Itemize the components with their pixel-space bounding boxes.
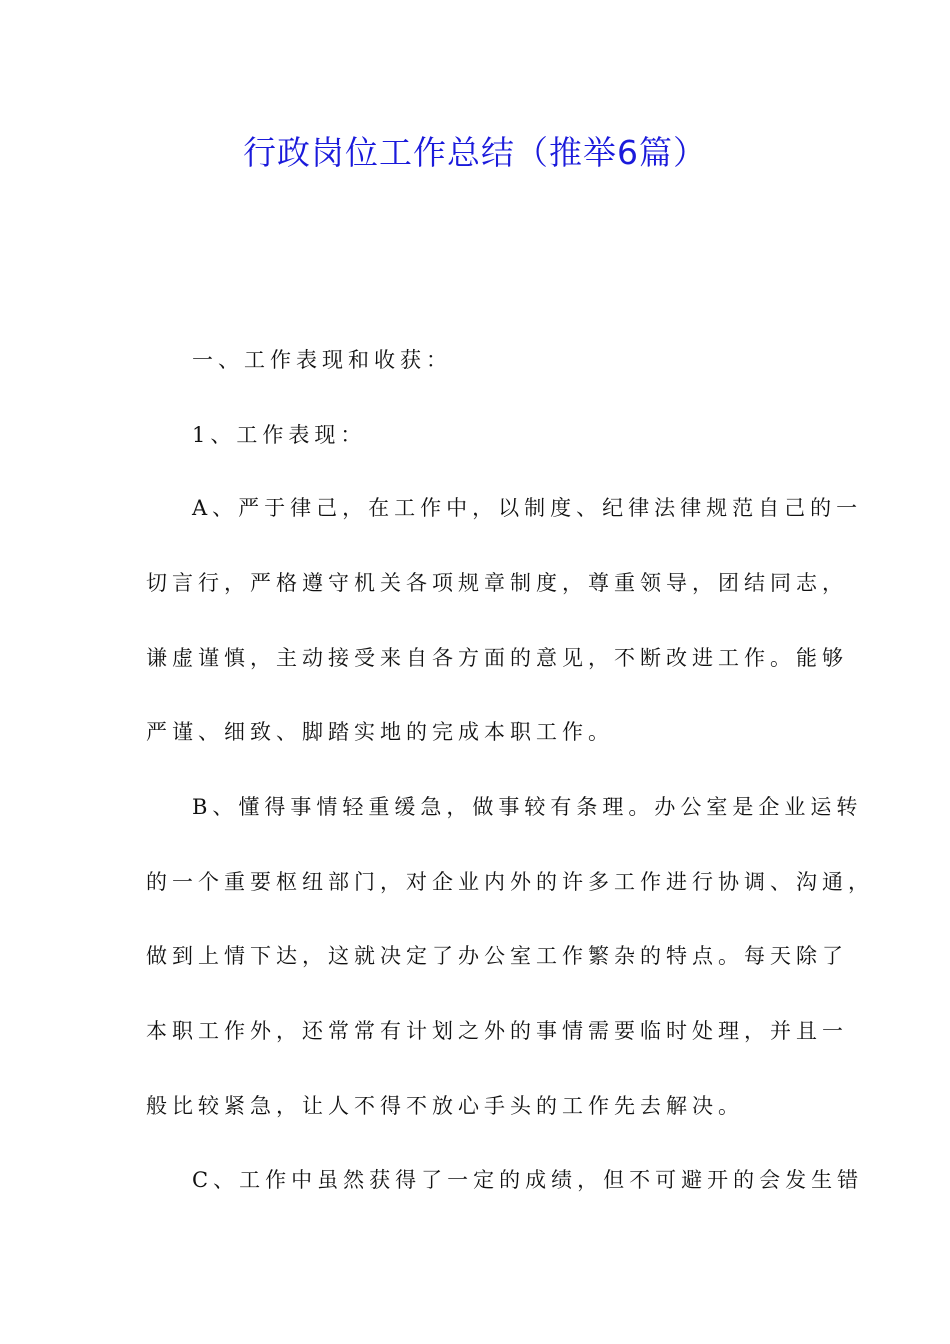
paragraph-line: B、懂得事情轻重缓急，做事较有条理。办公室是企业运转 bbox=[192, 795, 863, 819]
paragraph-line: 的一个重要枢纽部门，对企业内外的许多工作进行协调、沟通， bbox=[146, 870, 874, 894]
section-heading: 一、工作表现和收获： bbox=[192, 348, 452, 372]
subsection-heading: 1、工作表现： bbox=[192, 423, 367, 447]
paragraph-line: 般比较紧急，让人不得不放心手头的工作先去解决。 bbox=[146, 1094, 744, 1118]
document-title: 行政岗位工作总结（推举6篇） bbox=[243, 133, 707, 172]
paragraph-line: 本职工作外，还常常有计划之外的事情需要临时处理，并且一 bbox=[146, 1019, 848, 1043]
paragraph-line: C、工作中虽然获得了一定的成绩，但不可避开的会发生错 bbox=[192, 1168, 864, 1192]
document-body bbox=[146, 0, 874, 1344]
paragraph-line: 谦虚谨慎，主动接受来自各方面的意见，不断改进工作。能够 bbox=[146, 646, 848, 670]
paragraph-line: A、严于律己，在工作中，以制度、纪律法律规范自己的一 bbox=[192, 496, 863, 520]
paragraph-line: 切言行，严格遵守机关各项规章制度，尊重领导，团结同志， bbox=[146, 571, 848, 595]
paragraph-line: 严谨、细致、脚踏实地的完成本职工作。 bbox=[146, 720, 614, 744]
paragraph-line: 做到上情下达，这就决定了办公室工作繁杂的特点。每天除了 bbox=[146, 944, 848, 968]
